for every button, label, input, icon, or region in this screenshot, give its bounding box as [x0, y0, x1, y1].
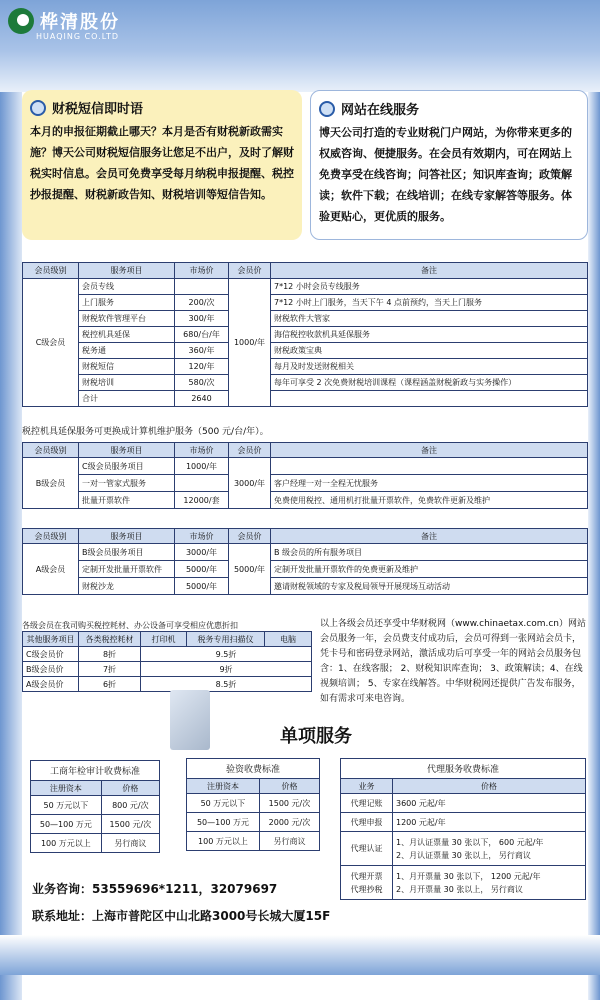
discount-header: 税务专用扫描仪: [187, 632, 265, 647]
table-cell: 另行商议: [259, 832, 319, 851]
capital-table: [186, 778, 320, 851]
table-cell: 50—100 万元: [31, 815, 102, 834]
table-cell: 邀请财税领域的专家及税局领导开展现场互动活动: [271, 578, 588, 595]
table-cell: 1、月开票量 30 张以下， 1200 元起/年 2、月开票量 30 张以上， 另行商议: [393, 866, 586, 900]
header-item: 服务项目: [79, 263, 175, 279]
table-cell: A级会员价: [23, 677, 79, 692]
table-cell: 批量开票软件: [79, 492, 175, 509]
web-panel-title: 网站在线服务: [319, 99, 579, 118]
header-member: 会员价: [229, 529, 271, 544]
table-cell: C级会员服务项目: [79, 458, 175, 475]
table-cell: 1200 元起/年: [393, 813, 586, 832]
header-remark: 备注: [271, 263, 588, 279]
table-cell: 代理记账: [341, 794, 393, 813]
table-cell: 100 万元以上: [187, 832, 260, 851]
audit-header: 价格: [101, 781, 159, 796]
table-cell: 9折: [141, 662, 312, 677]
audit-title: 工商年检审计收费标准: [30, 760, 160, 780]
single-service-title: 单项服务: [280, 726, 352, 747]
header-level: 会员级别: [23, 443, 79, 458]
globe-icon: [319, 101, 335, 117]
table-cell: 200/次: [175, 295, 229, 311]
table-cell: 360/年: [175, 343, 229, 359]
sms-service-panel: [22, 90, 302, 240]
c-level-cell: C级会员: [23, 279, 79, 407]
agency-header: 业务: [341, 779, 393, 794]
discount-header: 各类税控耗材: [79, 632, 141, 647]
capital-header: 注册资本: [187, 779, 260, 794]
table-cell: [271, 458, 588, 475]
header-market: 市场价: [175, 263, 229, 279]
china-tax-text: 以上各级会员还享受中华财税网（www.chinaetax.com.cn）网站会员服务一年，会员费支付成功后，会员可得到一张网站会员卡，凭卡号和密码登录网站，激活成功后可享受一年的网站会员服务包含：1、在线客服； 2、财税知识库查询； 3、政策解读；4、在线视频培训； 5、专家在线解答。中华财税网还提供广告发布服务，如有需求可来电咨询。: [320, 619, 586, 704]
header-level: 会员级别: [23, 263, 79, 279]
right-decoration: [588, 92, 600, 1000]
b-member-table: [22, 442, 588, 509]
table-cell: 6折: [79, 677, 141, 692]
table-cell: 定制开发批量开票软件: [79, 561, 175, 578]
table-cell: 上门服务: [79, 295, 175, 311]
table-cell: B级会员价: [23, 662, 79, 677]
table-cell: 税控机具延保: [79, 327, 175, 343]
discount-caption: 各级会员在我司购买税控耗材、办公设备可享受相应优惠折扣: [22, 621, 238, 630]
audit-section: [30, 760, 160, 853]
table-cell: 一对一管家式服务: [79, 475, 175, 492]
agency-table: [340, 778, 586, 900]
table-cell: 120/年: [175, 359, 229, 375]
table-cell: 580/次: [175, 375, 229, 391]
logo-english-name: HUAQING CO.LTD: [36, 32, 120, 41]
table-cell: 7折: [79, 662, 141, 677]
discount-table: [22, 631, 312, 692]
header-item: 服务项目: [79, 529, 175, 544]
a-member-table: [22, 528, 588, 595]
header-member: 会员价: [229, 443, 271, 458]
header-market: 市场价: [175, 529, 229, 544]
b-price-cell: 3000/年: [229, 458, 271, 509]
business-phone: 业务咨询：53559696*1211，32079697: [32, 882, 278, 896]
discount-section: [22, 620, 312, 692]
renew-note: 税控机具延保服务可更换成计算机维护服务（500 元/台/年）。: [22, 427, 269, 437]
a-price-cell: 5000/年: [229, 544, 271, 595]
table-cell: 3000/年: [175, 544, 229, 561]
a-level-cell: A级会员: [23, 544, 79, 595]
header-member: 会员价: [229, 263, 271, 279]
table-cell: 财税政策宝典: [271, 343, 588, 359]
table-cell: 定制开发批量开票软件的免费更新及维护: [271, 561, 588, 578]
table-cell: 合计: [79, 391, 175, 407]
c-price-cell: 1000/年: [229, 279, 271, 407]
table-cell: B 级会员的所有服务项目: [271, 544, 588, 561]
table-cell: 300/年: [175, 311, 229, 327]
table-cell: 会员专线: [79, 279, 175, 295]
table-cell: 100 万元以上: [31, 834, 102, 853]
table-cell: 50 万元以下: [31, 796, 102, 815]
header-level: 会员级别: [23, 529, 79, 544]
table-cell: 12000/套: [175, 492, 229, 509]
table-cell: 3600 元起/年: [393, 794, 586, 813]
capital-section: [186, 758, 320, 851]
table-cell: B级会员服务项目: [79, 544, 175, 561]
table-cell: C级会员价: [23, 647, 79, 662]
table-cell: 2000 元/次: [259, 813, 319, 832]
table-cell: 财税短信: [79, 359, 175, 375]
logo-leaf-icon: [8, 8, 34, 34]
table-cell: 税务通: [79, 343, 175, 359]
table-cell: 50—100 万元: [187, 813, 260, 832]
capital-header: 价格: [259, 779, 319, 794]
header-market: 市场价: [175, 443, 229, 458]
table-cell: 7*12 小时会员专线服务: [271, 279, 588, 295]
agency-section: [340, 758, 586, 900]
table-cell: [175, 279, 229, 295]
footer-band: [0, 935, 600, 975]
logo-chinese-name: 桦清股份: [40, 12, 120, 33]
table-cell: 财税沙龙: [79, 578, 175, 595]
web-service-panel: [310, 90, 588, 240]
discount-header: 电脑: [265, 632, 312, 647]
agency-header: 价格: [393, 779, 586, 794]
b-level-cell: B级会员: [23, 458, 79, 509]
web-panel-text: 博天公司打造的专业财税门户网站，为你带来更多的权威咨询、便捷服务。在会员有效期内，可在网站上免费享受在线咨询；问答社区；知识库查询；政策解读；软件下载；在线培训；在线专家解答等服务。体验更贴心，更优质的服务。: [319, 126, 572, 223]
table-cell: 财税培训: [79, 375, 175, 391]
globe-icon: [30, 100, 46, 116]
table-cell: [175, 475, 229, 492]
table-cell: 9.5折: [141, 647, 312, 662]
table-cell: 800 元/次: [101, 796, 159, 815]
table-cell: 免费使用税控、通用机打批量开票软件，免费软件更新及维护: [271, 492, 588, 509]
table-cell: 1000/年: [175, 458, 229, 475]
table-cell: [271, 391, 588, 407]
sms-panel-text: 本月的申报征期截止哪天？本月是否有财税新政需实施？博天公司财税短信服务让您足不出户，及时了解财税实时信息。会员可免费享受每月纳税申报提醒、税控抄报提醒、财税新政告知、财税培训等短信告知。: [30, 125, 294, 201]
header-item: 服务项目: [79, 443, 175, 458]
contact-address: 联系地址：上海市普陀区中山北路3000号长城大厦15F: [32, 909, 331, 923]
table-cell: 2640: [175, 391, 229, 407]
c-member-table: [22, 262, 588, 407]
audit-table: [30, 780, 160, 853]
table-cell: 客户经理一对一全程无忧服务: [271, 475, 588, 492]
discount-header: 其他服务项目: [23, 632, 79, 647]
table-cell: 财税软件管理平台: [79, 311, 175, 327]
table-cell: 7*12 小时上门服务，当天下午 4 点前预约，当天上门服务: [271, 295, 588, 311]
left-decoration: [0, 92, 22, 1000]
table-cell: 1、月认证票量 30 张以下， 600 元起/年 2、月认证票量 30 张以上， 另行商议: [393, 832, 586, 866]
table-cell: 5000/年: [175, 578, 229, 595]
table-cell: 另行商议: [101, 834, 159, 853]
table-cell: 每月及时发送财税相关: [271, 359, 588, 375]
table-cell: 8折: [79, 647, 141, 662]
kiosk-photo: [170, 690, 210, 750]
table-cell: 8.5折: [141, 677, 312, 692]
table-cell: 50 万元以下: [187, 794, 260, 813]
table-cell: 680/台/年: [175, 327, 229, 343]
header-remark: 备注: [271, 529, 588, 544]
capital-title: 验资收费标准: [186, 758, 320, 778]
table-cell: 1500 元/次: [101, 815, 159, 834]
table-cell: 每年可享受 2 次免费财税培训课程（课程涵盖财税新政与实务操作）: [271, 375, 588, 391]
agency-title: 代理服务收费标准: [340, 758, 586, 778]
sms-panel-title: 财税短信即时语: [30, 98, 294, 117]
table-cell: 1500 元/次: [259, 794, 319, 813]
discount-header: 打印机: [141, 632, 187, 647]
header-remark: 备注: [271, 443, 588, 458]
table-cell: 代理申报: [341, 813, 393, 832]
table-cell: 海信税控收款机具延保服务: [271, 327, 588, 343]
table-cell: 代理开票 代理抄税: [341, 866, 393, 900]
table-cell: 代理认证: [341, 832, 393, 866]
table-cell: 5000/年: [175, 561, 229, 578]
audit-header: 注册资本: [31, 781, 102, 796]
table-cell: 财税软件大管家: [271, 311, 588, 327]
company-logo: [8, 8, 120, 34]
